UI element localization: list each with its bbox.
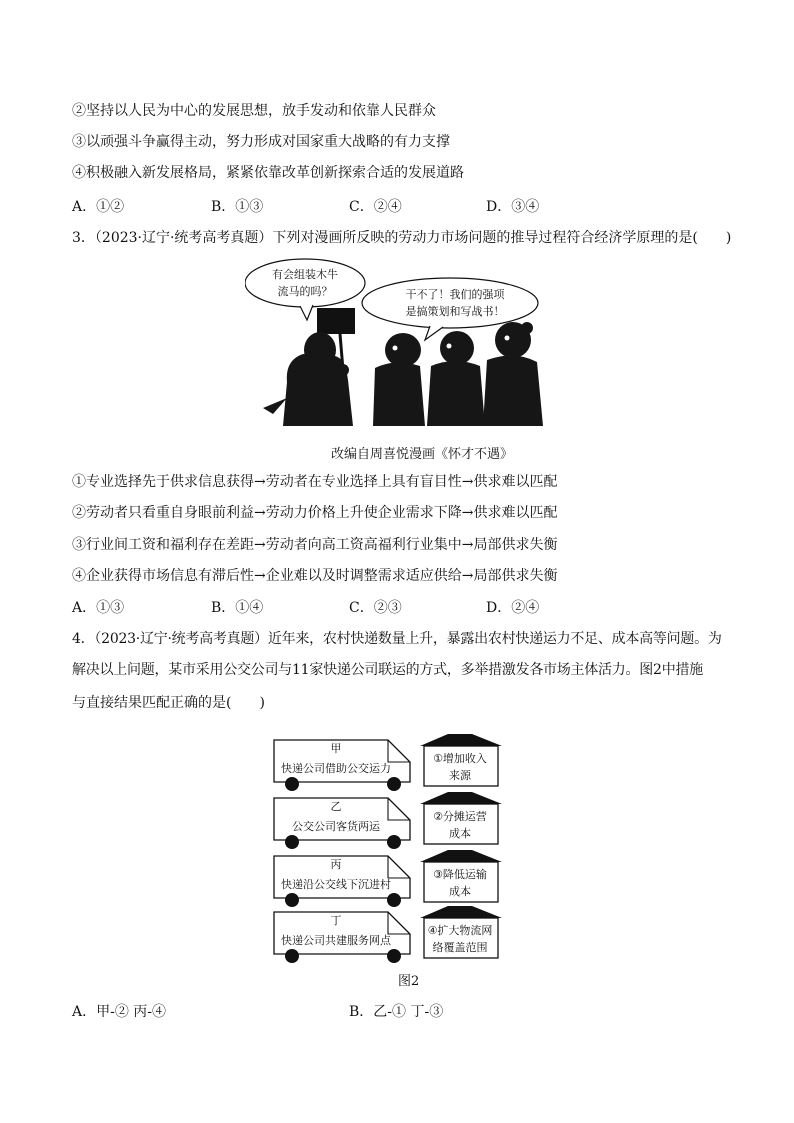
- house-3-line2: 成本: [449, 885, 471, 898]
- q3-statement-4: ④企业获得市场信息有滞后性→企业难以及时调整需求适应供给→局部供求失衡: [72, 568, 558, 584]
- truck-bing-tag: 丙: [330, 858, 342, 871]
- house-2: [420, 792, 502, 844]
- q3-option-d[interactable]: D．②④: [486, 600, 540, 616]
- truck-bing: [274, 856, 410, 907]
- sign-board: [317, 308, 355, 334]
- q4-stem-line2: 解决以上问题，某市采用公交公司与11家快递公司联运的方式，多举措激发各市场主体活力。图2中措施: [72, 662, 703, 678]
- q3-option-a[interactable]: A．①③: [72, 600, 125, 616]
- house-4-line2: 络覆盖范围: [432, 941, 488, 954]
- q2-options: [72, 197, 732, 217]
- q3-statement-1: ①专业选择先于供求信息获得→劳动者在专业选择上具有盲目性→供求难以匹配: [72, 474, 558, 490]
- house-2-line1: ②分摊运营: [433, 810, 487, 823]
- q3-cartoon-caption: 改编自周喜悦漫画《怀才不遇》: [331, 447, 514, 462]
- bubble-right-line2: 是搞策划和写战书！: [405, 305, 505, 318]
- truck-jia: [274, 740, 410, 791]
- house-3: [420, 850, 502, 902]
- truck-bing-text: 快递沿公交线下沉进村: [281, 878, 391, 891]
- q2-statement-3: ③以顽强斗争赢得主动，努力形成对国家重大战略的有力支撑: [72, 134, 450, 150]
- truck-yi-text: 公交公司客货两运: [292, 820, 380, 833]
- q2-statement-2: ②坚持以人民为中心的发展思想，放手发动和依靠人民群众: [72, 103, 436, 119]
- truck-yi: [274, 798, 410, 849]
- q3-options: [72, 598, 732, 618]
- q3-statement-3: ③行业间工资和福利存在差距→劳动者向高工资高福利行业集中→局部供求失衡: [72, 537, 558, 553]
- q3-option-b[interactable]: B．①④: [211, 600, 264, 616]
- q4-option-a[interactable]: A．甲-② 丙-④: [72, 1004, 167, 1020]
- bubble-right-line1: 干不了！我们的强项: [405, 288, 505, 301]
- house-1-line1: ①增加收入: [433, 752, 487, 765]
- house-2-line2: 成本: [449, 827, 471, 840]
- bubble-left-line1: 有会组装木牛: [272, 268, 338, 281]
- q2-option-a[interactable]: A．①②: [72, 199, 125, 215]
- truck-ding-text: 快递公司共建服务网点: [281, 934, 391, 947]
- bubble-left-line2: 流马的吗？: [277, 285, 333, 298]
- q4-option-b[interactable]: B．乙-① 丁-③: [349, 1004, 444, 1020]
- q2-option-d[interactable]: D．③④: [486, 199, 540, 215]
- house-1-line2: 来源: [449, 769, 471, 782]
- truck-ding-tag: 丁: [330, 914, 342, 927]
- house-3-line1: ③降低运输: [433, 868, 487, 881]
- q3-statement-2: ②劳动者只看重自身眼前利益→劳动力价格上升使企业需求下降→供求难以匹配: [72, 505, 558, 521]
- house-4-line1: ④扩大物流网: [427, 924, 493, 937]
- truck-ding: [274, 912, 410, 963]
- q4-stem-line3: 与直接结果匹配正确的是( ): [72, 695, 265, 711]
- q4-options: [72, 1002, 732, 1022]
- truck-jia-tag: 甲: [330, 742, 342, 755]
- job-seekers-figures: [373, 322, 543, 426]
- truck-yi-tag: 乙: [330, 800, 342, 813]
- speech-bubble-left: [245, 259, 365, 307]
- q4-stem-line1: 4．（2023·辽宁·统考高考真题）近年来，农村快递数量上升，暴露出农村快递运力不足、成本高等问题。为: [72, 631, 722, 647]
- q2-option-c[interactable]: C．②④: [349, 199, 402, 215]
- q3-cartoon: [245, 258, 555, 436]
- speech-bubble-right: [362, 278, 538, 328]
- q3-option-c[interactable]: C．②③: [349, 600, 402, 616]
- truck-jia-text: 快递公司借助公交运力: [281, 762, 391, 775]
- house-4: [420, 906, 502, 958]
- q3-stem: 3．（2023·辽宁·统考高考真题）下列对漫画所反映的劳动力市场问题的推导过程符合经济学原理的是( ): [72, 230, 732, 246]
- q4-figure: [270, 732, 520, 968]
- q2-option-b[interactable]: B．①③: [211, 199, 264, 215]
- q4-figure-caption: 图2: [398, 974, 420, 989]
- q2-statement-4: ④积极融入新发展格局，紧紧依靠改革创新探索合适的发展道路: [72, 165, 464, 181]
- recruiter-figure: [263, 332, 353, 426]
- house-1: [420, 734, 502, 786]
